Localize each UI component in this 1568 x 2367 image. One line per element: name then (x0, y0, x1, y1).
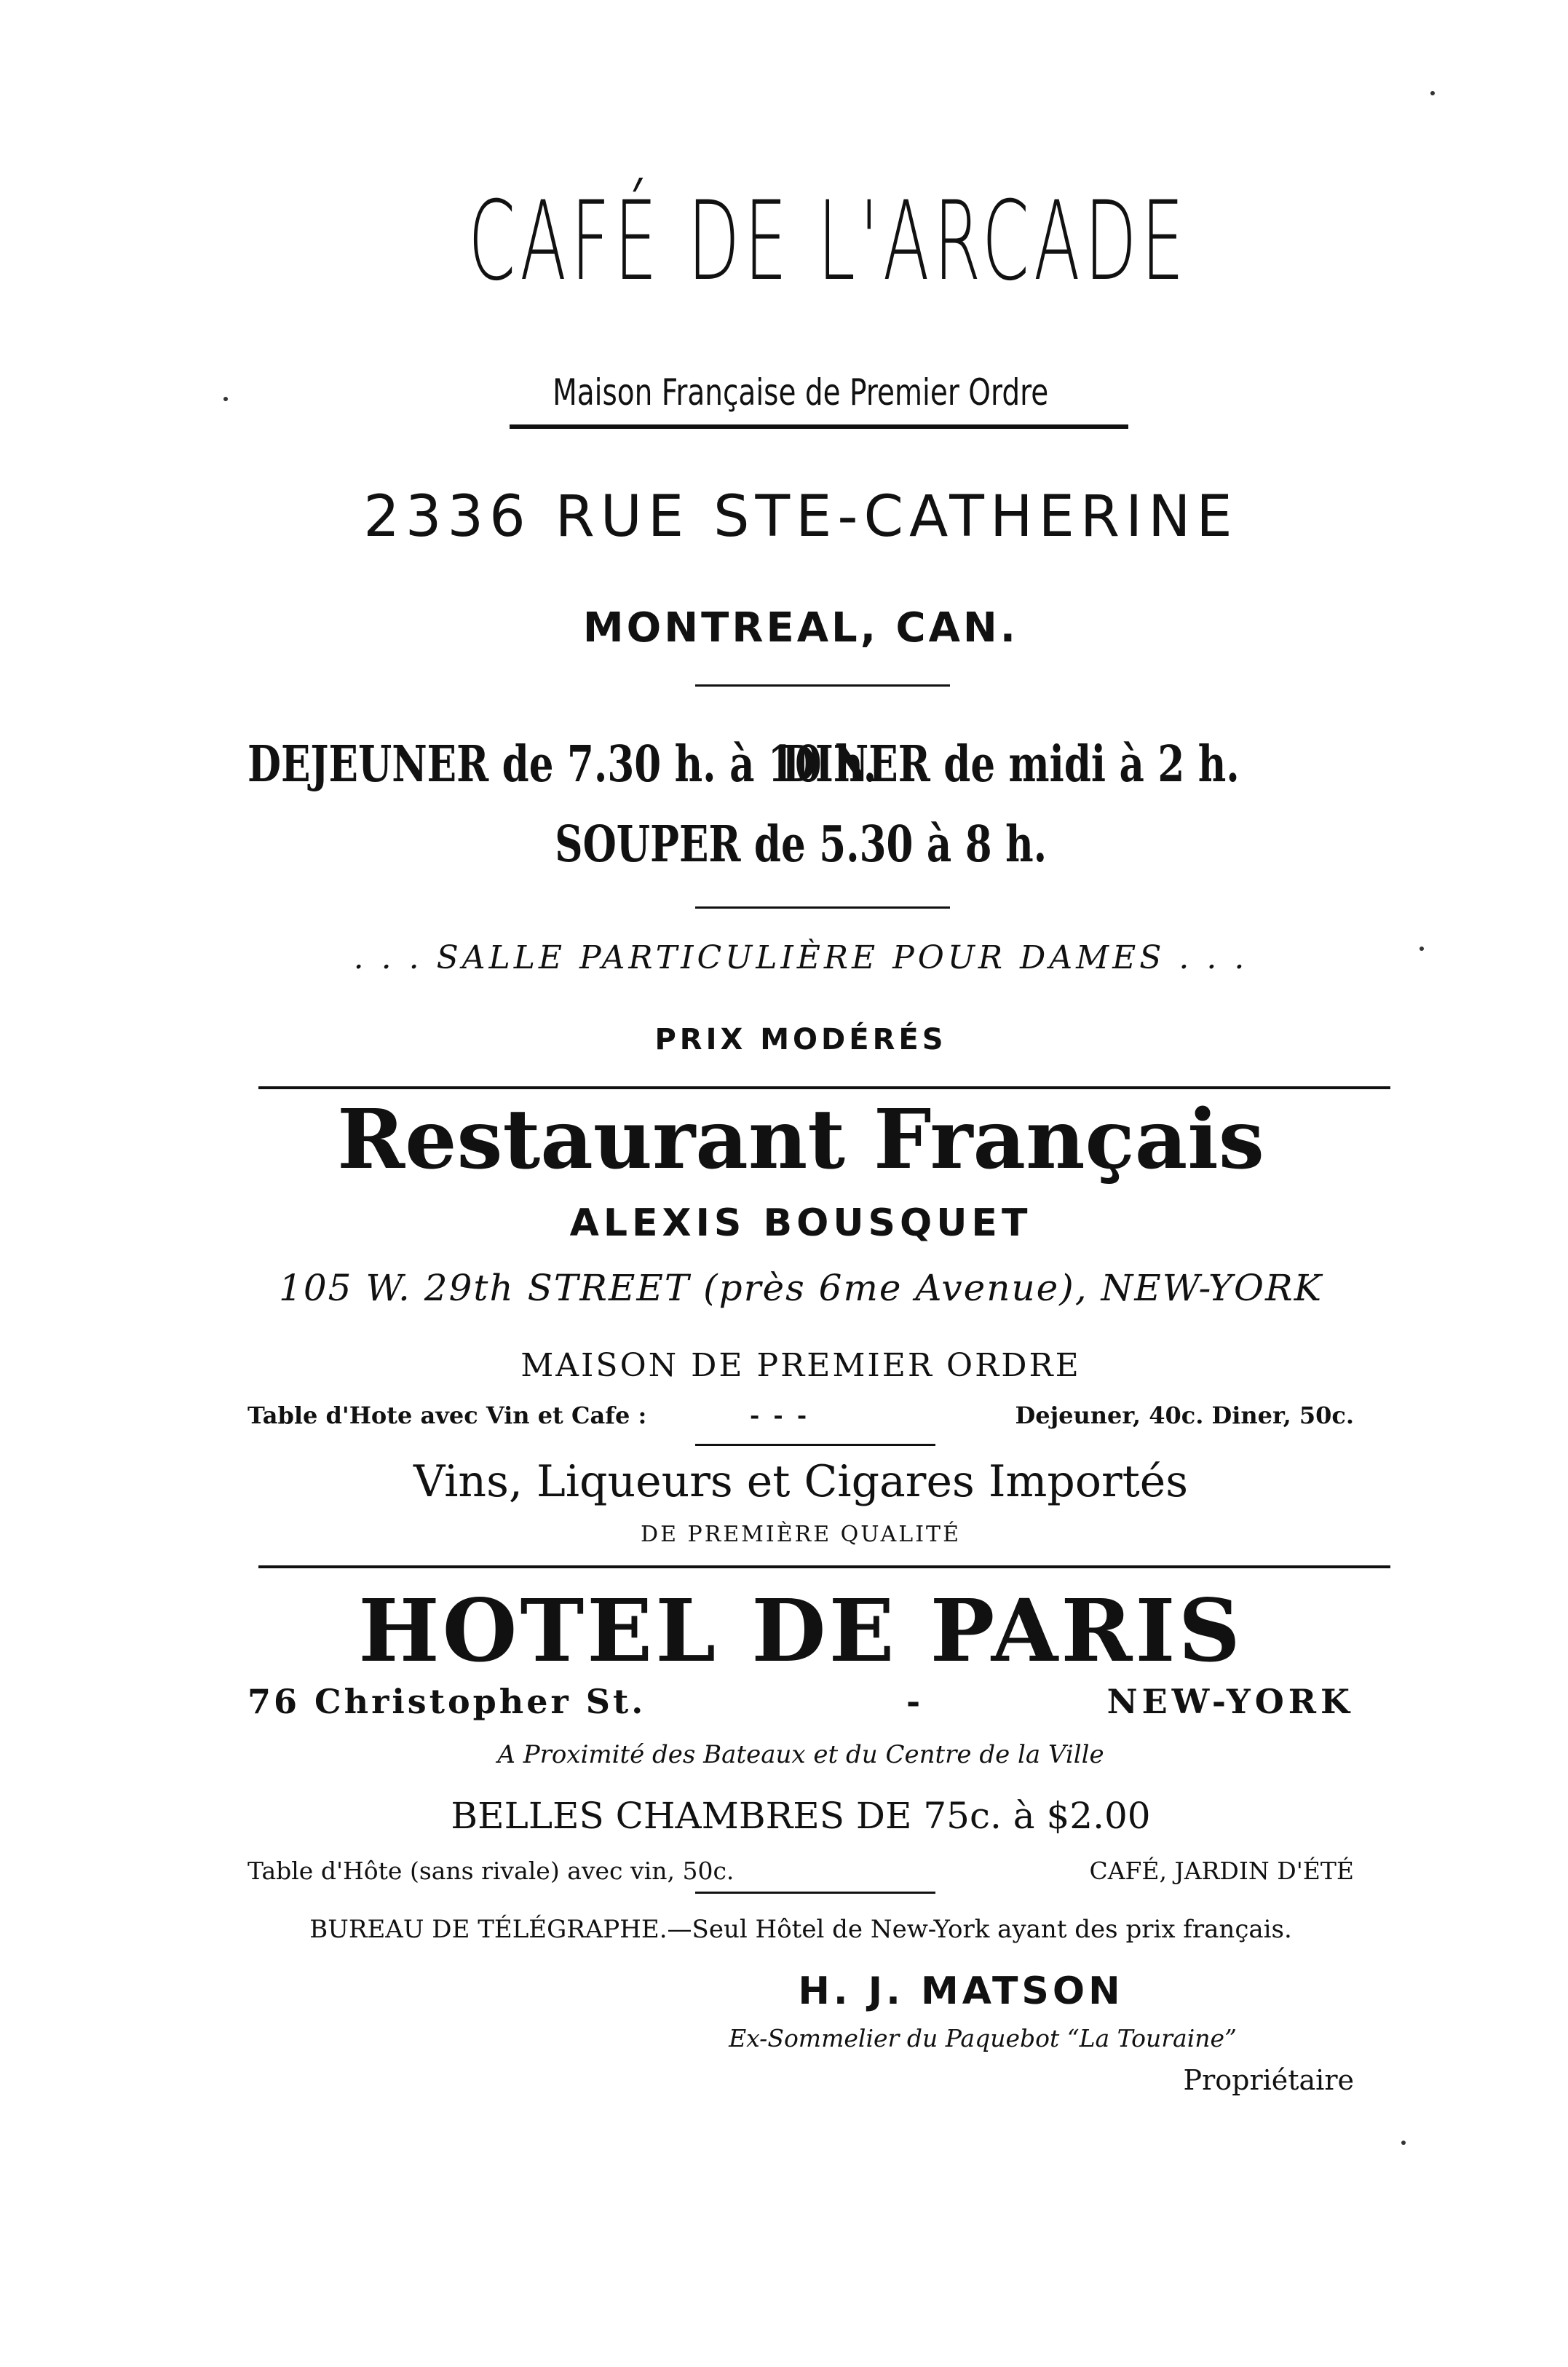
section-divider-2 (258, 1565, 1390, 1568)
hotel-proprietor: H. J. MATSON (798, 1969, 1124, 2013)
restaurant-maison: MAISON DE PREMIER ORDRE (520, 1347, 1081, 1384)
restaurant-divider (695, 1444, 935, 1446)
hotel-chambres: BELLES CHAMBRES DE 75c. à $2.00 (451, 1795, 1151, 1837)
restaurant-address: 105 W. 29th STREET (près 6me Avenue), NEW-YORK (279, 1267, 1323, 1309)
hotel-table-hote: Table d'Hôte (sans rivale) avec vin, 50c. (248, 1857, 734, 1885)
cafe-souper-hours: SOUPER de 5.30 à 8 h. (555, 815, 1047, 874)
cafe-address: 2336 RUE STE-CATHERINE (363, 484, 1238, 550)
restaurant-vins-sub: DE PREMIÈRE QUALITÉ (641, 1522, 961, 1547)
restaurant-title: Restaurant Français (337, 1092, 1264, 1188)
hotel-proximity: A Proximité des Bateaux et du Centre de la Ville (497, 1740, 1104, 1769)
cafe-souper-row (248, 815, 1354, 874)
cafe-subtitle: Maison Française de Premier Ordre (553, 371, 1049, 414)
scan-speck (1419, 947, 1424, 951)
restaurant-vins: Vins, Liqueurs et Cigares Importés (413, 1456, 1189, 1507)
hotel-ex-sommelier: Ex-Sommelier du Paquebot “La Touraine” (729, 2024, 1237, 2052)
cafe-salle-dames: . . . SALLE PARTICULIÈRE POUR DAMES . . . (353, 939, 1248, 976)
hotel-address-dash: - (906, 1682, 921, 1721)
section-divider-1 (258, 1086, 1390, 1089)
restaurant-owner: ALEXIS BOUSQUET (569, 1201, 1032, 1245)
cafe-city: MONTREAL, CAN. (582, 604, 1019, 652)
hotel-street: 76 Christopher St. (248, 1682, 646, 1721)
scan-speck (1401, 2141, 1406, 2145)
cafe-divider-2 (695, 906, 950, 909)
restaurant-table-prices: Dejeuner, 40c. Diner, 50c. (1015, 1402, 1354, 1429)
cafe-diner-hours: DINER de midi à 2 h. (781, 735, 1240, 794)
scan-speck (1430, 91, 1435, 95)
hotel-proprietaire: Propriétaire (1183, 2064, 1354, 2096)
hotel-city: NEW-YORK (1106, 1682, 1354, 1721)
cafe-divider-1 (695, 684, 950, 687)
cafe-prix: PRIX MODÉRÉS (654, 1023, 947, 1056)
scan-speck (223, 397, 228, 401)
hotel-title: HOTEL DE PARIS (358, 1580, 1243, 1681)
cafe-subtitle-underline (510, 424, 1128, 429)
restaurant-table-dots: - - - (750, 1402, 810, 1429)
cafe-dejeuner-hours: DEJEUNER de 7.30 h. à 10 h. (248, 735, 877, 794)
cafe-title: CAFÉ DE L'ARCADE (468, 178, 1189, 305)
hotel-divider (695, 1892, 935, 1894)
hotel-cafe-jardin: CAFÉ, JARDIN D'ÉTÉ (1089, 1857, 1354, 1885)
hotel-bureau: BUREAU DE TÉLÉGRAPHE.—Seul Hôtel de New-York ayant des prix français. (309, 1915, 1292, 1944)
restaurant-table-label: Table d'Hote avec Vin et Cafe : (248, 1402, 647, 1429)
